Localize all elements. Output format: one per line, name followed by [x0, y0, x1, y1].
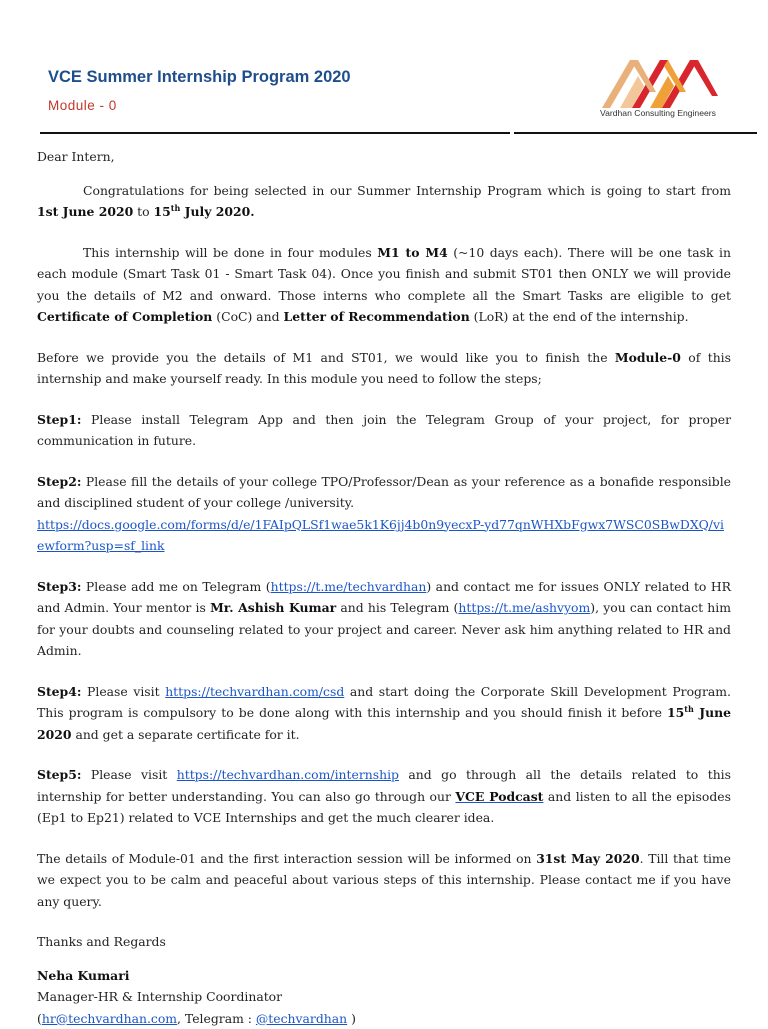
vce-podcast-link[interactable]: VCE Podcast [455, 789, 543, 804]
start-date: 1st June 2020 [37, 204, 133, 219]
telegram-handle-link[interactable]: @techvardhan [256, 1011, 347, 1026]
paragraph-modules: This internship will be done in four modules M1 to M4 (~10 days each). There will be one task in each module (Smart Task 01 - Smart Task 04). Once you finish and submit ST01 then ONLY we will provide you the details of M2 and onward. Those interns who complete all the Smart Tasks are eligible to get Certificate of Completion (CoC) and Letter of Recommendation (LoR) at the end of the internship. [37, 242, 731, 328]
letter-body [37, 146, 731, 1029]
logo-peak-3b [694, 60, 718, 96]
module-label: Module - 0 [48, 98, 117, 113]
step-4: Step4: Please visit https://techvardhan.com/csd and start doing the Corporate Skill Development Program. This program is compulsory to be done along with this internship and you should finish it before 15th June 2020 and get a separate certificate for it. [37, 681, 731, 746]
signature-name: Neha Kumari [37, 965, 731, 987]
paragraph-final: The details of Module-01 and the first interaction session will be informed on 31st May 2020. Till that time we expect you to be calm and peaceful about various steps of this internship. Please contact me if you have any query. [37, 848, 731, 913]
paragraph-congratulations: Congratulations for being selected in our Summer Internship Program which is going to start from 1st June 2020 to 15th July 2020. [37, 180, 731, 223]
step-2: Step2: Please fill the details of your college TPO/Professor/Dean as your reference as a bonafide responsible and disciplined student of your college /university. https://docs.google.com/forms/d/e/1FAIpQLSf1wae5k1K6jj4b0n9yecxP-yd77qnWHXbFgwx7WSC0SBwDXQ/viewform?usp=sf_link [37, 471, 731, 557]
csd-link[interactable]: https://techvardhan.com/csd [165, 684, 344, 699]
telegram-mentor-link[interactable]: https://t.me/ashvyom [458, 600, 590, 615]
step-1-label: Step1: [37, 412, 81, 427]
closing: Thanks and Regards [37, 931, 731, 953]
signature-role: Manager-HR & Internship Coordinator [37, 986, 731, 1008]
paragraph-module-0: Before we provide you the details of M1 and ST01, we would like you to finish the Module-0 of this internship and make yourself ready. In this module you need to follow the steps; [37, 347, 731, 390]
step-1: Step1: Please install Telegram App and then join the Telegram Group of your project, for proper communication in future. [37, 409, 731, 452]
step-3: Step3: Please add me on Telegram (https://t.me/techvardhan) and contact me for issues ONLY related to HR and Admin. Your mentor is Mr. Ashish Kumar and his Telegram (https://t.me/ashvyom), you can contact him for your doubts and counseling related to your project and career. Never ask him anything related to HR and Admin. [37, 576, 731, 662]
step-3-label: Step3: [37, 579, 81, 594]
document-header [0, 0, 768, 140]
program-title: VCE Summer Internship Program 2020 [48, 68, 351, 87]
signature-contact: (hr@techvardhan.com, Telegram : @techvardhan ) [37, 1008, 731, 1029]
internship-link[interactable]: https://techvardhan.com/internship [177, 767, 399, 782]
session-date: 31st May 2020 [536, 851, 639, 866]
step-5: Step5: Please visit https://techvardhan.com/internship and go through all the details related to this internship for better understanding. You can also go through our VCE Podcast and listen to all the episodes (Ep1 to Ep21) related to VCE Internships and get the much clearer idea. [37, 764, 731, 829]
step-4-label: Step4: [37, 684, 81, 699]
step-5-label: Step5: [37, 767, 81, 782]
csd-deadline: 15th June 2020 [37, 705, 731, 742]
end-date: 15th July 2020. [154, 204, 255, 219]
header-rule-left [40, 132, 510, 134]
mentor-name: Mr. Ashish Kumar [210, 600, 336, 615]
telegram-hr-link[interactable]: https://t.me/techvardhan [271, 579, 427, 594]
header-rule-right [514, 132, 757, 134]
step-2-label: Step2: [37, 474, 81, 489]
greeting: Dear Intern, [37, 146, 731, 168]
hr-email-link[interactable]: hr@techvardhan.com [42, 1011, 177, 1026]
google-form-link[interactable]: https://docs.google.com/forms/d/e/1FAIpQLSf1wae5k1K6jj4b0n9yecxP-yd77qnWHXbFgwx7WSC0SBwDXQ/viewform?usp=sf_link [37, 517, 724, 554]
logo-caption: Vardhan Consulting Engineers [600, 108, 716, 118]
